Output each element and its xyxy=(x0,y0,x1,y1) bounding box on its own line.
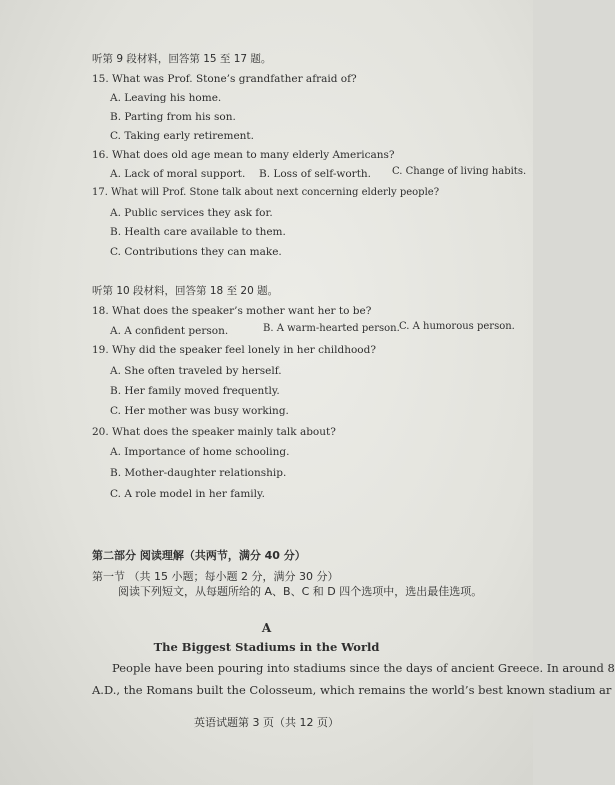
page-footer: 英语试题第 3 页（共 12 页） xyxy=(194,716,339,729)
q16-option-c: C. Change of living habits. xyxy=(392,166,527,177)
q20-option-b: B. Mother-daughter relationship. xyxy=(110,467,287,479)
q17-option-a: A. Public services they ask for. xyxy=(110,207,273,219)
q18-stem: 18. What does the speaker’s mother want her to be? xyxy=(92,305,372,317)
q18-option-b: B. A warm-hearted person. xyxy=(263,323,400,334)
q16-option-b: B. Loss of self-worth. xyxy=(259,168,372,180)
passage10-intro: 听第 10 段材料，回答第 18 至 20 题。 xyxy=(92,285,279,297)
q15-option-c: C. Taking early retirement. xyxy=(110,130,254,142)
passage-title: The Biggest Stadiums in the World xyxy=(153,640,380,654)
q20-stem: 20. What does the speaker mainly talk about? xyxy=(92,426,336,438)
q17-stem: 17. What will Prof. Stone talk about next concerning elderly people? xyxy=(92,187,440,198)
q15-option-a: A. Leaving his home. xyxy=(110,92,222,104)
q16-option-a: A. Lack of moral support. xyxy=(110,168,246,180)
q20-option-c: C. A role model in her family. xyxy=(110,488,265,500)
q19-option-a: A. She often traveled by herself. xyxy=(110,365,282,377)
passage-line-2: A.D., the Romans built the Colosseum, which remains the world’s best known stadium ar xyxy=(92,683,612,697)
passage-letter: A xyxy=(261,621,272,635)
q19-stem: 19. Why did the speaker feel lonely in her childhood? xyxy=(92,344,376,356)
q19-option-c: C. Her mother was busy working. xyxy=(110,405,289,417)
part-two-heading: 第二部分 阅读理解（共两节，满分 40 分） xyxy=(92,549,306,562)
q18-option-a: A. A confident person. xyxy=(110,325,229,337)
q19-option-b: B. Her family moved frequently. xyxy=(110,385,280,397)
q20-option-a: A. Importance of home schooling. xyxy=(110,446,290,458)
reading-instructions: 阅读下列短文，从每题所给的 A、B、C 和 D 四个选项中，选出最佳选项。 xyxy=(118,585,483,598)
section-one-heading: 第一节 （共 15 小题；每小题 2 分，满分 30 分） xyxy=(92,570,339,583)
passage-line-1: People have been pouring into stadiums since the days of ancient Greece. In around 8 xyxy=(112,661,615,675)
q15-option-b: B. Parting from his son. xyxy=(110,111,236,123)
q16-stem: 16. What does old age mean to many elderly Americans? xyxy=(92,149,395,161)
q17-option-b: B. Health care available to them. xyxy=(110,226,286,238)
passage9-intro: 听第 9 段材料，回答第 15 至 17 题。 xyxy=(92,53,272,65)
q18-option-c: C. A humorous person. xyxy=(399,321,515,332)
q15-stem: 15. What was Prof. Stone’s grandfather afraid of? xyxy=(92,73,357,85)
q17-option-c: C. Contributions they can make. xyxy=(110,246,282,258)
